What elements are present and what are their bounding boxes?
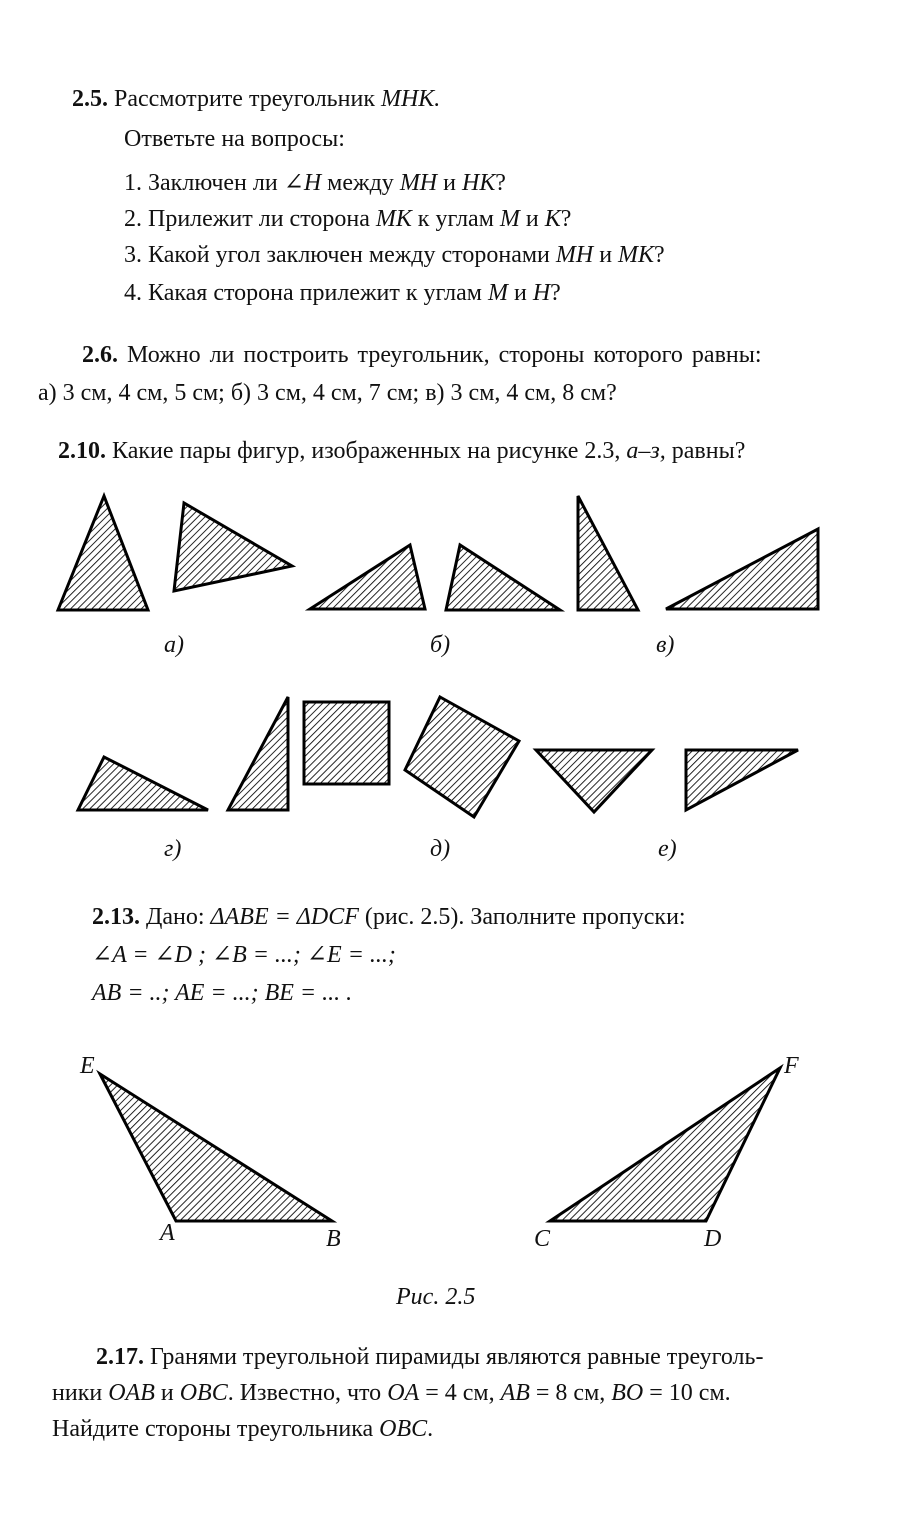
triangle-shape xyxy=(536,750,652,812)
problem-text: Гранями треугольной пирамиды являются равные треуголь- xyxy=(150,1344,764,1370)
caption-g: г) xyxy=(164,836,182,862)
triangle-abe xyxy=(100,1074,332,1221)
given-equality: ΔABE = ΔDCF xyxy=(210,904,359,930)
question-term: ∠Н xyxy=(283,170,322,196)
question-text: 3. Какой угол заключен между сторонами xyxy=(124,242,556,268)
question-text: и xyxy=(507,280,533,306)
problem-text: ники xyxy=(52,1380,109,1406)
question-text: ? xyxy=(550,280,561,306)
triangle-shape xyxy=(666,529,818,609)
problem-2-6-line2: а) 3 см, 4 см, 5 см; б) 3 см, 4 см, 7 см; в) 3 см, 4 см, 8 см? xyxy=(38,380,617,406)
problem-text: = 8 см, xyxy=(529,1380,612,1406)
problem-number: 2.17. xyxy=(96,1344,144,1370)
problem-2-13-sides: AB = ..; AE = ...; BE = ... . xyxy=(92,980,353,1006)
vertex-label-d: D xyxy=(704,1226,722,1252)
question-text: к углам xyxy=(411,206,500,232)
problem-term: OAB xyxy=(108,1380,155,1406)
triangle-shape xyxy=(578,496,638,610)
problem-text: . Известно, что xyxy=(227,1380,388,1406)
vertex-label-c: C xyxy=(534,1226,551,1252)
question-term: М xyxy=(487,280,508,306)
caption-a: а) xyxy=(164,632,184,658)
problem-text: = 10 см. xyxy=(643,1380,731,1406)
problem-number: 2.5. xyxy=(72,86,108,112)
question-text: ? xyxy=(495,170,506,196)
problem-2-17-line3 xyxy=(52,1414,433,1444)
question-term: Н xyxy=(532,280,551,306)
caption-d: д) xyxy=(430,836,451,862)
figure-caption: Рис. 2.5 xyxy=(396,1284,476,1310)
problem-number: 2.6. xyxy=(82,342,118,368)
figure-group-b xyxy=(310,545,560,610)
problem-text: = 4 см, xyxy=(419,1380,501,1406)
problem-number: 2.13. xyxy=(92,904,140,930)
problem-term: OBC xyxy=(179,1380,228,1406)
caption-v: в) xyxy=(656,632,675,658)
figure-group-v xyxy=(578,496,818,610)
triangle-name: МНК. xyxy=(380,86,441,112)
triangle-shape xyxy=(228,697,288,810)
problem-2-5-prompt: Ответьте на вопросы: xyxy=(124,126,345,152)
problem-2-17-line1 xyxy=(96,1342,763,1372)
caption-b: б) xyxy=(430,632,451,658)
triangle-shape xyxy=(686,750,798,810)
problem-text: (рис. 2.5). Заполните пропуски: xyxy=(358,904,686,930)
question-term: МН xyxy=(399,170,438,196)
triangle-shape xyxy=(58,496,148,610)
question-text: и xyxy=(593,242,619,268)
problem-number: 2.10. xyxy=(58,438,106,464)
triangle-shape xyxy=(446,545,560,610)
vertex-label-e: E xyxy=(80,1053,95,1079)
problem-text: Дано: xyxy=(146,904,211,930)
problem-2-17-line2 xyxy=(52,1378,731,1408)
problem-2-13-heading xyxy=(92,902,686,932)
question-term: МК xyxy=(618,242,654,268)
vertex-label-b: B xyxy=(326,1226,341,1252)
question-text: 4. Какая сторона прилежит к углам xyxy=(124,280,488,306)
question-text: ? xyxy=(560,206,572,232)
problem-text: и xyxy=(154,1380,180,1406)
figure-group-a xyxy=(58,496,292,610)
question-text: 1. Заключен ли xyxy=(124,170,284,196)
question-term: МН xyxy=(555,242,594,268)
question-text: 2. Прилежит ли сторона xyxy=(124,206,376,232)
question-text: и xyxy=(437,170,462,196)
problem-term: OBC xyxy=(379,1416,428,1442)
square-shape xyxy=(405,697,519,817)
problem-text: Можно ли построить треугольник, стороны которого равны: xyxy=(127,342,762,368)
figure-group-d xyxy=(304,697,519,817)
question-term: М xyxy=(499,206,520,232)
figure-range: а–з, xyxy=(626,438,666,464)
vertex-label-f: F xyxy=(784,1053,799,1079)
vertex-label-a: A xyxy=(160,1220,175,1246)
square-shape xyxy=(304,702,389,784)
triangle-shape xyxy=(78,757,208,810)
problem-2-13-angles: ∠A = ∠D ; ∠B = ...; ∠E = ...; xyxy=(92,942,396,968)
problem-term: AB xyxy=(500,1380,530,1406)
question-text: и xyxy=(519,206,545,232)
question-text: ? xyxy=(653,242,665,268)
question-term: К xyxy=(544,206,561,232)
question-text: между xyxy=(321,170,400,196)
figure-group-e xyxy=(536,750,798,812)
figure-2-5 xyxy=(100,1068,780,1221)
figure-group-g xyxy=(78,697,288,810)
triangle-shape xyxy=(310,545,425,609)
problem-text: Найдите стороны треугольника xyxy=(52,1416,380,1442)
question-term: МК xyxy=(375,206,412,232)
problem-term: OA xyxy=(387,1380,420,1406)
triangle-dcf xyxy=(550,1068,780,1221)
question-term: НК xyxy=(461,170,496,196)
problem-text: Рассмотрите треугольник xyxy=(114,86,375,112)
triangle-shape xyxy=(174,503,292,591)
problem-text: равны? xyxy=(665,438,746,464)
problem-text: Какие пары фигур, изображенных на рисунке 2.3, xyxy=(112,438,627,464)
problem-term: BO xyxy=(611,1380,644,1406)
caption-e: е) xyxy=(658,836,677,862)
problem-text: . xyxy=(427,1416,434,1442)
